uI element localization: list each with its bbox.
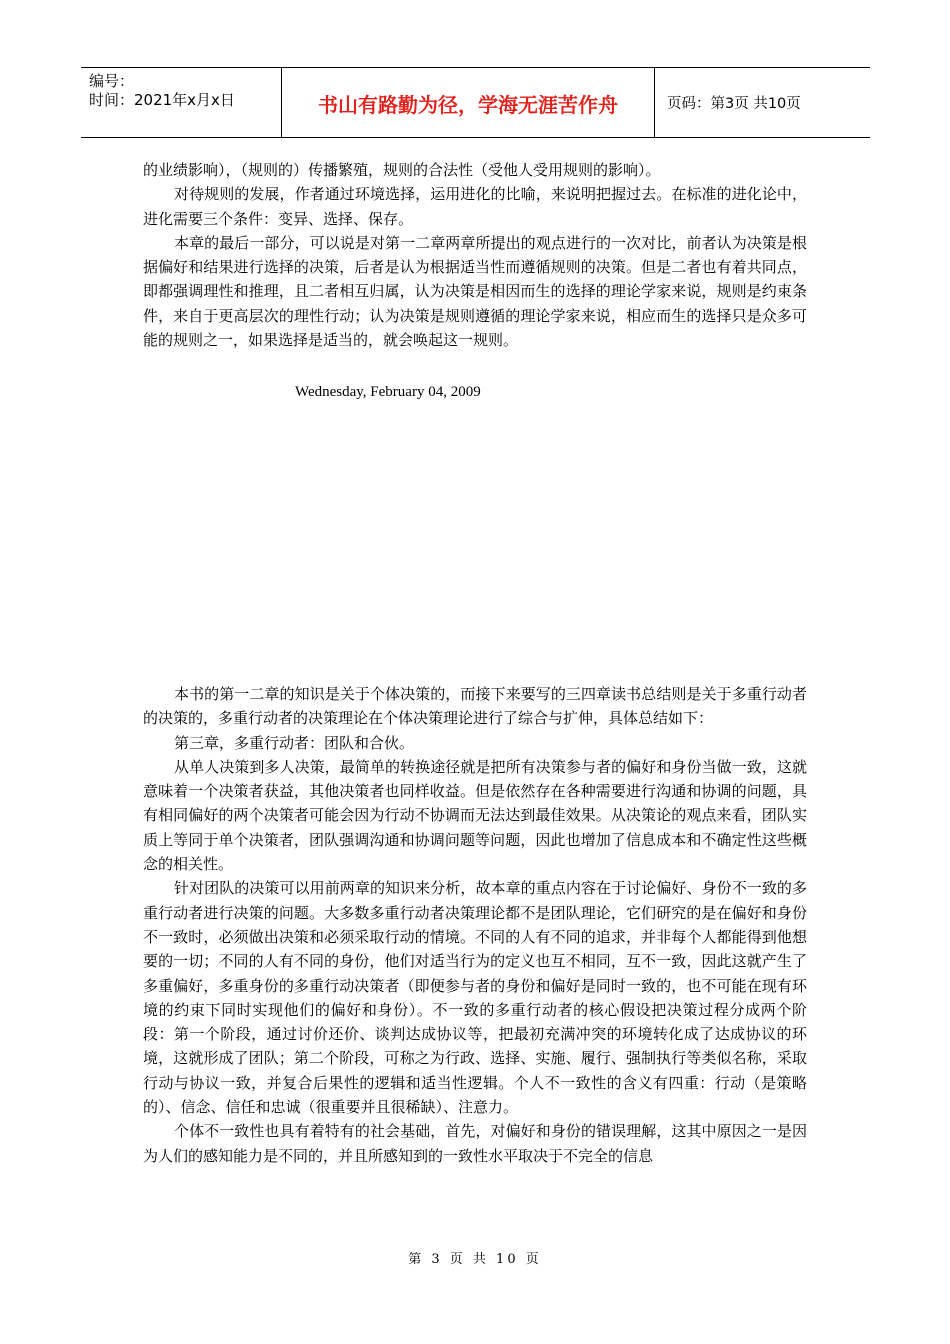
body-text-section-1 [143, 158, 807, 352]
paragraph: 从单人决策到多人决策，最简单的转换途径就是把所有决策参与者的偏好和身份当做一致，这就意味着一个决策者获益，其他决策者也同样收益。但是依然存在各种需要进行沟通和协调的问题，具有相同偏好的两个决策者可能会因为行动不协调而无法达到最佳效果。从决策论的观点来看，团队实质上等同于单个决策者，团队强调沟通和协调问题等问题，因此也增加了信息成本和不确定性这些概念的相关性。 [143, 757, 807, 874]
header-page-info: 页码：第3页 共10页 [667, 96, 801, 112]
chapter-heading: 第三章，多重行动者：团队和合伙。 [174, 733, 415, 752]
time-label: 时间：2021年x月x日 [89, 91, 235, 109]
paragraph: 对待规则的发展，作者通过环境选择，运用进化的比喻，来说明把握过去。在标准的进化论中，进化需要三个条件：变异、选择、保存。 [143, 185, 807, 228]
number-label: 编号： [89, 72, 135, 90]
paragraph: 本书的第一二章的知识是关于个体决策的，而接下来要写的三四章读书总结则是关于多重行动者的决策的，多重行动者的决策理论在个体决策理论进行了综合与扩伸，具体总结如下： [143, 685, 807, 728]
body-text-section-2 [143, 682, 807, 1168]
date-line: Wednesday, February 04, 2009 [295, 384, 481, 400]
paragraph: 针对团队的决策可以用前两章的知识来分析，故本章的重点内容在于讨论偏好、身份不一致的多重行动者进行决策的问题。大多数多重行动者决策理论都不是团队理论，它们研究的是在偏好和身份不一致时，必须做出决策和必须采取行动的情境。不同的人有不同的追求，并非每个人都能得到他想要的一切；不同的人有不同的身份，他们对适当行为的定义也互不相同，互不一致，因此这就产生了多重偏好，多重身份的多重行动决策者（即便参与者的身份和偏好是同时一致的，也不可能在现有环境的约束下同时实现他们的偏好和身份）。不一致的多重行动者的核心假设把决策过程分成两个阶段：第一个阶段，通过讨价还价、谈判达成协议等，把最初充满冲突的环境转化成了达成协议的环境，这就形成了团队；第二个阶段，可称之为行政、选择、实施、履行、强制执行等类似名称，采取行动与协议一致，并复合后果性的逻辑和适当性逻辑。个人不一致性的含义有四重：行动（是策略的）、信念、信任和忠诚（很重要并且很稀缺）、注意力。 [143, 879, 807, 1117]
paragraph: 的业绩影响），（规则的）传播繁殖，规则的合法性（受他人受用规则的影响）。 [143, 161, 661, 179]
page-footer: 第 3 页 共 10 页 [408, 1252, 542, 1267]
page-header [81, 67, 870, 138]
header-meta [81, 68, 282, 137]
paragraph: 本章的最后一部分，可以说是对第一二章两章所提出的观点进行的一次对比，前者认为决策是根据偏好和结果进行选择的决策，后者是认为根据适当性而遵循规则的决策。但是二者也有着共同点，即都强调理性和推理，且二者相互归属，认为决策是相因而生的选择的理论学家来说，规则是约束条件，来自于更高层次的理性行动；认为决策是规则遵循的理论学家来说，相应而生的选择只是众多可能的规则之一，如果选择是适当的，就会唤起这一规则。 [143, 233, 807, 350]
paragraph: 个体不一致性也具有着特有的社会基础，首先，对偏好和身份的错误理解，这其中原因之一是因为人们的感知能力是不同的，并且所感知到的一致性水平取决于不完全的信息 [143, 1122, 807, 1165]
header-motto: 书山有路勤为径，学海无涯苦作舟 [282, 68, 655, 137]
